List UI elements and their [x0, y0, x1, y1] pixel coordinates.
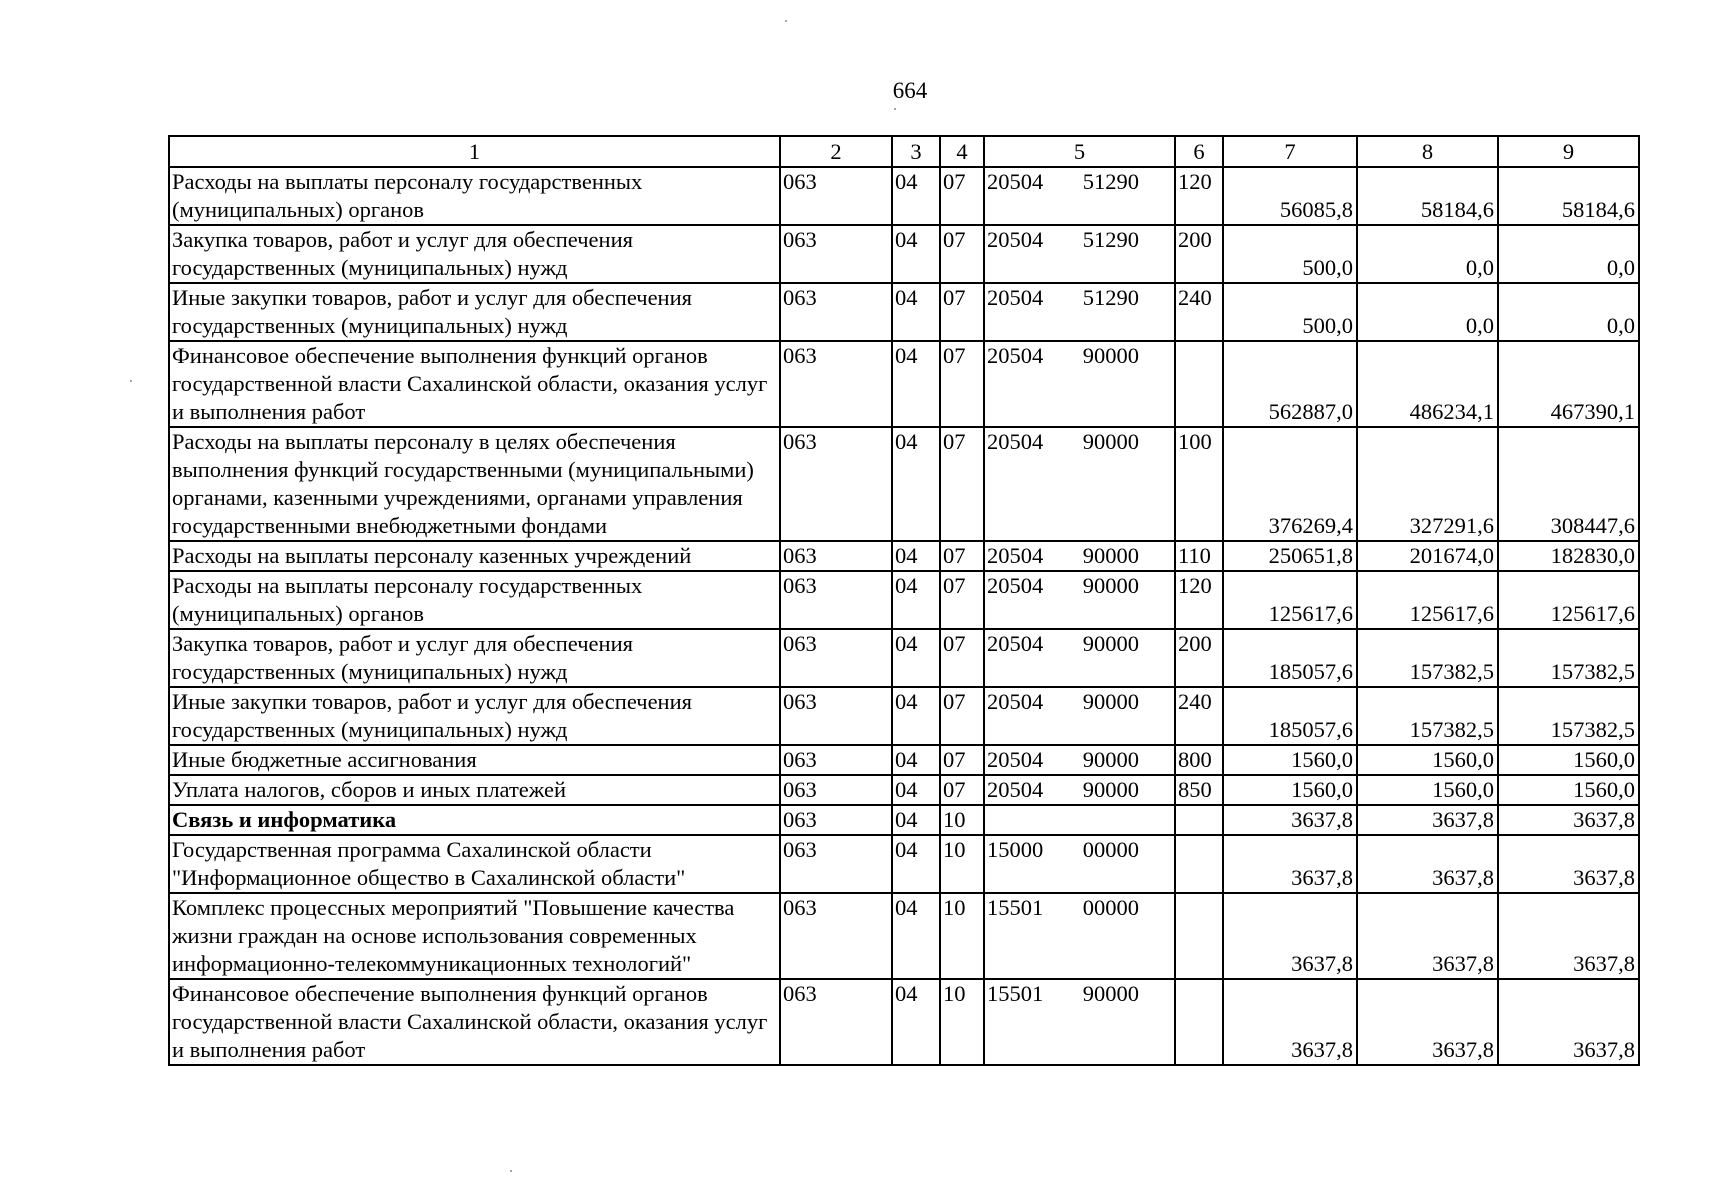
target-article-code	[984, 979, 1175, 1065]
direction-code: 90000	[1082, 343, 1139, 368]
section-code: 04	[892, 835, 940, 893]
column-header: 2	[780, 136, 892, 167]
subsection-code: 07	[940, 629, 984, 687]
target-article-code	[984, 167, 1175, 225]
program-code: 20504	[987, 747, 1044, 772]
amount-year-3: 125617,6	[1498, 571, 1639, 629]
amount-year-3: 1560,0	[1498, 775, 1639, 805]
table-row	[169, 341, 1639, 427]
amount-year-1: 1560,0	[1223, 775, 1357, 805]
ministry-code: 063	[780, 571, 892, 629]
table-row	[169, 979, 1639, 1065]
subsection-code: 07	[940, 427, 984, 541]
ministry-code: 063	[780, 687, 892, 745]
section-code: 04	[892, 745, 940, 775]
ministry-code: 063	[780, 629, 892, 687]
amount-year-2: 3637,8	[1357, 979, 1498, 1065]
section-code: 04	[892, 283, 940, 341]
amount-year-1: 376269,4	[1223, 427, 1357, 541]
direction-code: 90000	[1082, 573, 1139, 598]
direction-code: 00000	[1082, 837, 1139, 862]
amount-year-1: 56085,8	[1223, 167, 1357, 225]
ministry-code: 063	[780, 775, 892, 805]
program-code: 20504	[987, 777, 1044, 802]
amount-year-1: 1560,0	[1223, 745, 1357, 775]
target-article-code	[984, 225, 1175, 283]
direction-code: 51290	[1082, 227, 1139, 252]
target-article-code	[984, 571, 1175, 629]
row-description: Закупка товаров, работ и услуг для обеспечения государственных (муниципальных) нужд	[169, 629, 780, 687]
direction-code: 51290	[1082, 285, 1139, 310]
section-code: 04	[892, 629, 940, 687]
amount-year-2: 1560,0	[1357, 745, 1498, 775]
amount-year-3: 467390,1	[1498, 341, 1639, 427]
column-header: 8	[1357, 136, 1498, 167]
row-description: Расходы на выплаты персоналу государственных (муниципальных) органов	[169, 571, 780, 629]
expense-type-code	[1175, 893, 1223, 979]
column-header: 6	[1175, 136, 1223, 167]
program-code: 20504	[987, 285, 1044, 310]
table-body	[169, 167, 1639, 1065]
row-description: Расходы на выплаты персоналу государственных (муниципальных) органов	[169, 167, 780, 225]
amount-year-2: 3637,8	[1357, 805, 1498, 835]
amount-year-1: 3637,8	[1223, 805, 1357, 835]
amount-year-3: 3637,8	[1498, 893, 1639, 979]
ministry-code: 063	[780, 283, 892, 341]
ministry-code: 063	[780, 225, 892, 283]
subsection-code: 07	[940, 745, 984, 775]
amount-year-2: 0,0	[1357, 225, 1498, 283]
direction-code: 00000	[1082, 895, 1139, 920]
ministry-code: 063	[780, 541, 892, 571]
amount-year-3: 0,0	[1498, 225, 1639, 283]
row-description: Связь и информатика	[169, 805, 780, 835]
table-row	[169, 893, 1639, 979]
subsection-code: 07	[940, 167, 984, 225]
subsection-code: 07	[940, 341, 984, 427]
expense-type-code: 120	[1175, 571, 1223, 629]
table-row	[169, 225, 1639, 283]
row-description: Иные закупки товаров, работ и услуг для обеспечения государственных (муниципальных) нужд	[169, 687, 780, 745]
expense-type-code	[1175, 835, 1223, 893]
amount-year-3: 157382,5	[1498, 629, 1639, 687]
table-row	[169, 835, 1639, 893]
table-row	[169, 687, 1639, 745]
target-article-code	[984, 775, 1175, 805]
amount-year-3: 3637,8	[1498, 979, 1639, 1065]
column-header: 3	[892, 136, 940, 167]
target-article-code	[984, 687, 1175, 745]
program-code: 20504	[987, 543, 1044, 568]
amount-year-3: 182830,0	[1498, 541, 1639, 571]
amount-year-2: 201674,0	[1357, 541, 1498, 571]
amount-year-1: 3637,8	[1223, 979, 1357, 1065]
page-number: 664	[892, 78, 928, 103]
target-article-code	[984, 835, 1175, 893]
subsection-code: 07	[940, 571, 984, 629]
row-description: Иные закупки товаров, работ и услуг для обеспечения государственных (муниципальных) нужд	[169, 283, 780, 341]
direction-code: 90000	[1082, 747, 1139, 772]
direction-code: 90000	[1082, 543, 1139, 568]
program-code: 20504	[987, 429, 1044, 454]
scan-speck	[130, 380, 132, 382]
amount-year-3: 3637,8	[1498, 805, 1639, 835]
amount-year-3: 308447,6	[1498, 427, 1639, 541]
amount-year-2: 125617,6	[1357, 571, 1498, 629]
subsection-code: 07	[940, 225, 984, 283]
direction-code: 90000	[1082, 631, 1139, 656]
section-code: 04	[892, 893, 940, 979]
ministry-code: 063	[780, 427, 892, 541]
target-article-code	[984, 427, 1175, 541]
target-article-code	[984, 805, 1175, 835]
ministry-code: 063	[780, 979, 892, 1065]
row-description: Финансовое обеспечение выполнения функций органов государственной власти Сахалинской области, оказания услуг и выполнения работ	[169, 341, 780, 427]
section-code: 04	[892, 571, 940, 629]
amount-year-3: 3637,8	[1498, 835, 1639, 893]
expense-type-code: 850	[1175, 775, 1223, 805]
subsection-code: 07	[940, 283, 984, 341]
expense-type-code: 240	[1175, 283, 1223, 341]
table-row	[169, 571, 1639, 629]
table-row	[169, 541, 1639, 571]
subsection-code: 10	[940, 979, 984, 1065]
amount-year-2: 1560,0	[1357, 775, 1498, 805]
amount-year-1: 250651,8	[1223, 541, 1357, 571]
direction-code: 51290	[1082, 169, 1139, 194]
table-row	[169, 167, 1639, 225]
ministry-code: 063	[780, 167, 892, 225]
section-code: 04	[892, 225, 940, 283]
scan-speck	[785, 20, 787, 22]
ministry-code: 063	[780, 893, 892, 979]
target-article-code	[984, 341, 1175, 427]
expense-type-code: 120	[1175, 167, 1223, 225]
amount-year-2: 3637,8	[1357, 893, 1498, 979]
table-row	[169, 775, 1639, 805]
direction-code: 90000	[1082, 689, 1139, 714]
table-row	[169, 283, 1639, 341]
row-description: Закупка товаров, работ и услуг для обеспечения государственных (муниципальных) нужд	[169, 225, 780, 283]
subsection-code: 10	[940, 835, 984, 893]
row-description: Уплата налогов, сборов и иных платежей	[169, 775, 780, 805]
column-header: 1	[169, 136, 780, 167]
target-article-code	[984, 893, 1175, 979]
budget-table	[168, 135, 1640, 1066]
section-code: 04	[892, 687, 940, 745]
program-code: 20504	[987, 343, 1044, 368]
direction-code: 90000	[1082, 777, 1139, 802]
target-article-code	[984, 283, 1175, 341]
program-code: 20504	[987, 573, 1044, 598]
expense-type-code: 110	[1175, 541, 1223, 571]
direction-code: 90000	[1082, 981, 1139, 1006]
subsection-code: 10	[940, 805, 984, 835]
expense-type-code: 800	[1175, 745, 1223, 775]
row-description: Расходы на выплаты персоналу в целях обеспечения выполнения функций государственными (муниципальными) органами, казенными учреждениями, органами управления государственными внебюджетными фондами	[169, 427, 780, 541]
row-description: Расходы на выплаты персоналу казенных учреждений	[169, 541, 780, 571]
subsection-code: 07	[940, 687, 984, 745]
section-code: 04	[892, 805, 940, 835]
amount-year-2: 486234,1	[1357, 341, 1498, 427]
amount-year-2: 3637,8	[1357, 835, 1498, 893]
table-row	[169, 805, 1639, 835]
column-header: 7	[1223, 136, 1357, 167]
direction-code: 90000	[1082, 429, 1139, 454]
subsection-code: 07	[940, 775, 984, 805]
subsection-code: 07	[940, 541, 984, 571]
amount-year-3: 58184,6	[1498, 167, 1639, 225]
amount-year-2: 157382,5	[1357, 687, 1498, 745]
expense-type-code: 200	[1175, 629, 1223, 687]
amount-year-3: 157382,5	[1498, 687, 1639, 745]
target-article-code	[984, 745, 1175, 775]
expense-type-code: 200	[1175, 225, 1223, 283]
row-description: Финансовое обеспечение выполнения функций органов государственной власти Сахалинской области, оказания услуг и выполнения работ	[169, 979, 780, 1065]
amount-year-1: 500,0	[1223, 283, 1357, 341]
header-row	[169, 136, 1639, 167]
amount-year-3: 1560,0	[1498, 745, 1639, 775]
subsection-code: 10	[940, 893, 984, 979]
ministry-code: 063	[780, 341, 892, 427]
ministry-code: 063	[780, 745, 892, 775]
amount-year-1: 3637,8	[1223, 893, 1357, 979]
row-description: Иные бюджетные ассигнования	[169, 745, 780, 775]
section-code: 04	[892, 541, 940, 571]
section-code: 04	[892, 775, 940, 805]
program-code: 15501	[987, 981, 1044, 1006]
row-description: Государственная программа Сахалинской области "Информационное общество в Сахалинской области"	[169, 835, 780, 893]
amount-year-1: 562887,0	[1223, 341, 1357, 427]
amount-year-3: 0,0	[1498, 283, 1639, 341]
amount-year-1: 185057,6	[1223, 687, 1357, 745]
ministry-code: 063	[780, 805, 892, 835]
table-row	[169, 745, 1639, 775]
amount-year-2: 58184,6	[1357, 167, 1498, 225]
scan-speck	[510, 1170, 512, 1172]
amount-year-1: 125617,6	[1223, 571, 1357, 629]
amount-year-1: 185057,6	[1223, 629, 1357, 687]
scan-speck	[894, 108, 896, 110]
table-row	[169, 629, 1639, 687]
amount-year-1: 500,0	[1223, 225, 1357, 283]
program-code: 20504	[987, 689, 1044, 714]
expense-type-code	[1175, 805, 1223, 835]
amount-year-1: 3637,8	[1223, 835, 1357, 893]
program-code: 15000	[987, 837, 1044, 862]
section-code: 04	[892, 341, 940, 427]
column-header: 4	[940, 136, 984, 167]
amount-year-2: 0,0	[1357, 283, 1498, 341]
expense-type-code: 100	[1175, 427, 1223, 541]
program-code: 20504	[987, 227, 1044, 252]
amount-year-2: 157382,5	[1357, 629, 1498, 687]
target-article-code	[984, 629, 1175, 687]
program-code: 20504	[987, 631, 1044, 656]
program-code: 20504	[987, 169, 1044, 194]
target-article-code	[984, 541, 1175, 571]
expense-type-code	[1175, 979, 1223, 1065]
amount-year-2: 327291,6	[1357, 427, 1498, 541]
expense-type-code	[1175, 341, 1223, 427]
section-code: 04	[892, 167, 940, 225]
column-header: 5	[984, 136, 1175, 167]
row-description: Комплекс процессных мероприятий "Повышение качества жизни граждан на основе использования современных информационно-телекоммуникационных технологий"	[169, 893, 780, 979]
program-code: 15501	[987, 895, 1044, 920]
ministry-code: 063	[780, 835, 892, 893]
table-row	[169, 427, 1639, 541]
column-header: 9	[1498, 136, 1639, 167]
section-code: 04	[892, 427, 940, 541]
expense-type-code: 240	[1175, 687, 1223, 745]
section-code: 04	[892, 979, 940, 1065]
